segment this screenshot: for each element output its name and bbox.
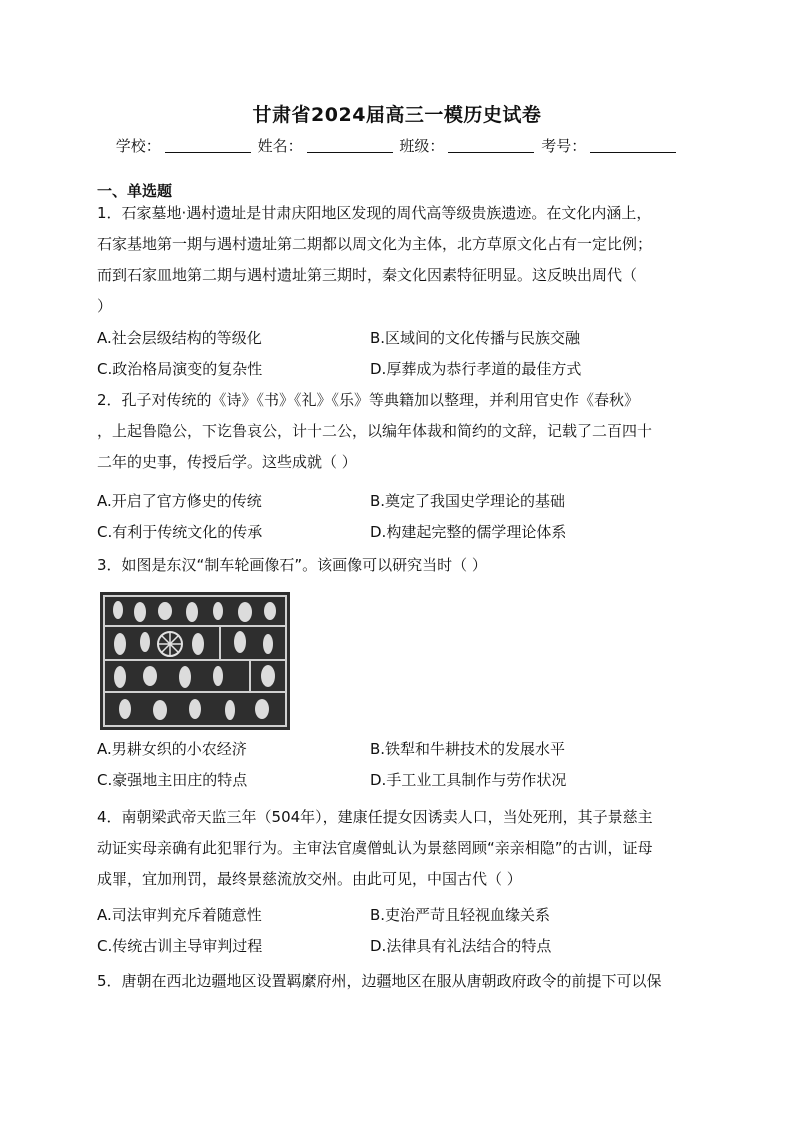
question-2-options (97, 486, 697, 548)
option-a[interactable]: A.开启了官方修史的传统 (97, 492, 262, 510)
student-info-line (0, 135, 794, 156)
class-label: 班级： (399, 137, 445, 155)
question-3 (97, 550, 697, 581)
han-carriage-wheel-relief-image (100, 592, 290, 730)
option-c[interactable]: C.传统古训主导审判过程 (97, 937, 263, 955)
question-2 (97, 385, 697, 478)
name-label: 姓名： (257, 137, 303, 155)
option-a[interactable]: A.男耕女织的小农经济 (97, 740, 247, 758)
question-1 (97, 198, 697, 322)
question-line: 5．唐朝在西北边疆地区设置羁縻府州，边疆地区在服从唐朝政府政令的前提下可以保 (97, 972, 662, 990)
option-b[interactable]: B.吏治严苛且轻视血缘关系 (370, 906, 551, 924)
question-4-options (97, 900, 697, 962)
question-4 (97, 802, 697, 895)
option-c[interactable]: C.有利于传统文化的传承 (97, 523, 263, 541)
number-label: 考号： (541, 137, 587, 155)
question-line: 二年的史事，传授后学。这些成就（ ） (97, 453, 357, 471)
option-b[interactable]: B.奠定了我国史学理论的基础 (370, 492, 566, 510)
option-c[interactable]: C.政治格局演变的复杂性 (97, 360, 263, 378)
option-d[interactable]: D.构建起完整的儒学理论体系 (370, 523, 567, 541)
question-line: 石家基地第一期与遇村遗址第二期都以周文化为主体，北方草原文化占有一定比例； (97, 235, 653, 253)
option-d[interactable]: D.法律具有礼法结合的特点 (370, 937, 552, 955)
question-3-options (97, 734, 697, 796)
question-line: 3．如图是东汉“制车轮画像石”。该画像可以研究当时（ ） (97, 556, 487, 574)
question-line: 成罪，宜加刑罚，最终景慈流放交州。由此可见，中国古代（ ） (97, 870, 522, 888)
option-b[interactable]: B.铁犁和牛耕技术的发展水平 (370, 740, 566, 758)
question-line: ，上起鲁隐公，下讫鲁哀公，计十二公，以编年体裁和简约的文辞，记载了二百四十 (97, 422, 653, 440)
page-title: 甘肃省2024届高三一模历史试卷 (252, 104, 542, 126)
school-label: 学校： (115, 137, 161, 155)
class-field[interactable] (448, 138, 534, 153)
question-line: 动证实母亲确有此犯罪行为。主审法官虞僧虬认为景慈罔顾“亲亲相隐”的古训，证母 (97, 839, 653, 857)
option-c[interactable]: C.豪强地主田庄的特点 (97, 771, 248, 789)
name-field[interactable] (307, 138, 393, 153)
option-d[interactable]: D.手工业工具制作与劳作状况 (370, 771, 567, 789)
question-5 (97, 966, 697, 997)
question-1-options (97, 323, 697, 385)
question-line: 2．孔子对传统的《诗》《书》《礼》《乐》等典籍加以整理，并利用官史作《春秋》 (97, 391, 640, 409)
section-title: 一、单选题 (97, 182, 173, 200)
option-a[interactable]: A.社会层级结构的等级化 (97, 329, 262, 347)
question-line: 4．南朝梁武帝天监三年（504年），建康任提女因诱卖人口，当处死刑，其子景慈主 (97, 808, 653, 826)
question-line: 1．石家墓地·遇村遗址是甘肃庆阳地区发现的周代高等级贵族遗迹。在文化内涵上， (97, 204, 652, 222)
question-line: 而到石家皿地第二期与遇村遗址第三期时，秦文化因素特征明显。这反映出周代（ (97, 266, 638, 284)
option-b[interactable]: B.区域间的文化传播与民族交融 (370, 329, 581, 347)
school-field[interactable] (165, 138, 251, 153)
option-d[interactable]: D.厚葬成为恭行孝道的最佳方式 (370, 360, 582, 378)
number-field[interactable] (590, 138, 676, 153)
option-a[interactable]: A.司法审判充斥着随意性 (97, 906, 262, 924)
question-line: ） (97, 297, 113, 315)
